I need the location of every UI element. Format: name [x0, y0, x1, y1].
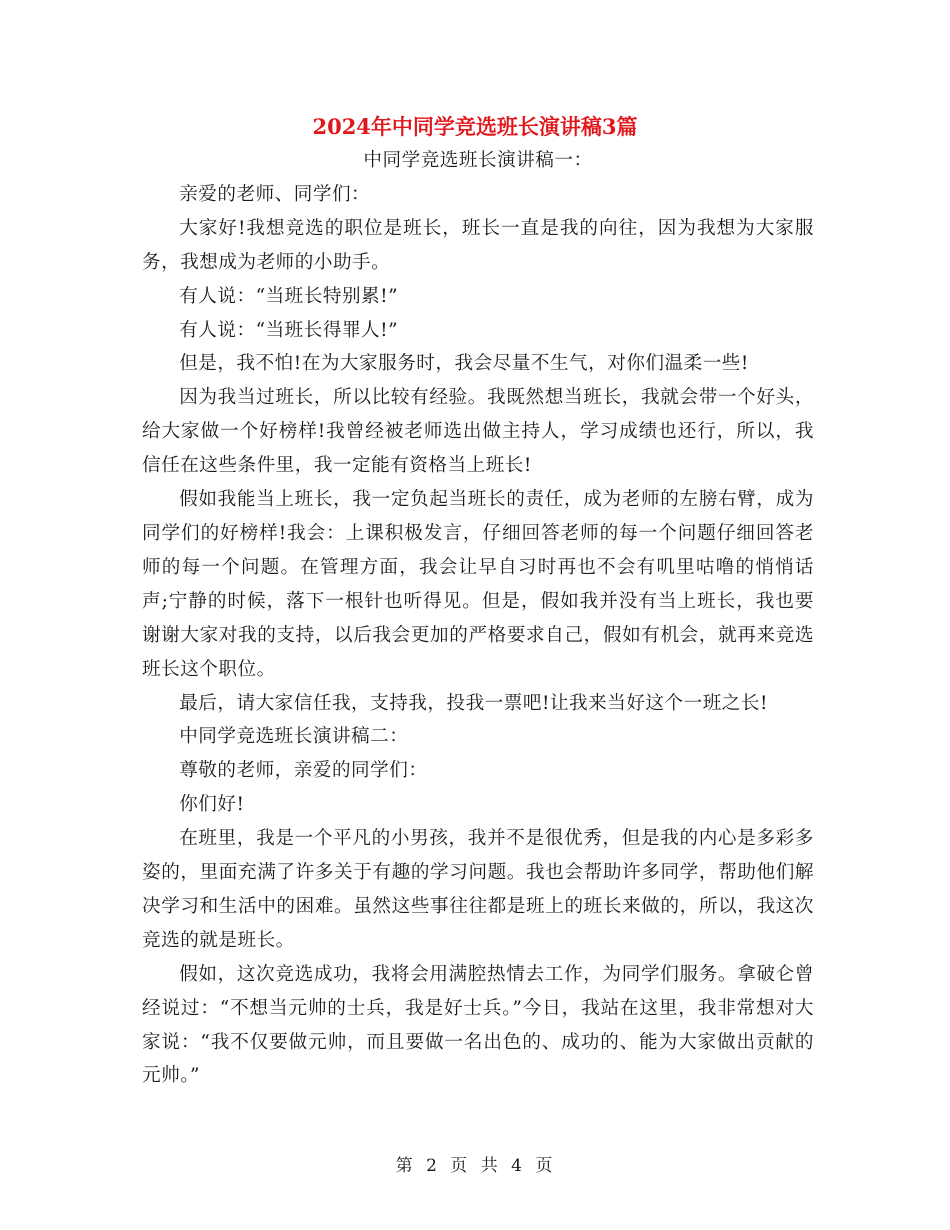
section-heading-2: 中同学竞选班长演讲稿二：	[179, 726, 409, 748]
paragraph: 假如我能当上班长，我一定负起当班长的责任，成为老师的左膀右臂，成为同学们的好榜样!我会：上课积极发言，仔细回答老师的每一个问题仔细回答老师的每一个问题。在管理方面，我会让早自习时再也不会有叽里咕噜的悄悄话声;宁静的时候，落下一根针也听得见。但是，假如我并没有当上班长，我也要谢谢大家对我的支持，以后我会更加的严格要求自己，假如有机会，就再来竞选班长这个职位。	[142, 489, 814, 680]
salutation-1: 亲爱的老师、同学们：	[179, 183, 371, 205]
paragraph: 大家好!我想竞选的职位是班长，班长一直是我的向往，因为我想为大家服务，我想成为老师的小助手。	[142, 217, 814, 273]
document-title: 2024年中同学竞选班长演讲稿3篇	[312, 114, 638, 139]
section-heading-1: 中同学竞选班长演讲稿一：	[363, 150, 593, 171]
paragraph: 有人说：“当班长特别累!”	[179, 285, 399, 307]
paragraph: 最后，请大家信任我，支持我，投我一票吧!让我来当好这个一班之长!	[179, 692, 768, 714]
document-body	[142, 144, 814, 1093]
paragraph: 有人说：“当班长得罪人!”	[179, 319, 399, 341]
paragraph: 在班里，我是一个平凡的小男孩，我并不是很优秀，但是我的内心是多彩多姿的，里面充满了许多关于有趣的学习问题。我也会帮助许多同学，帮助他们解决学习和生活中的困难。虽然这些事往往都是班上的班长来做的，所以，我这次竞选的就是班长。	[142, 828, 814, 951]
paragraph: 但是，我不怕!在为大家服务时，我会尽量不生气，对你们温柔一些!	[179, 353, 749, 375]
paragraph: 因为我当过班长，所以比较有经验。我既然想当班长，我就会带一个好头，给大家做一个好榜样!我曾经被老师选出做主持人，学习成绩也还行，所以，我信任在这些条件里，我一定能有资格当上班长!	[142, 387, 814, 477]
greeting: 你们好!	[179, 794, 245, 816]
paragraph: 假如，这次竞选成功，我将会用满腔热情去工作，为同学们服务。拿破仑曾经说过：“不想当元帅的士兵，我是好士兵。”今日，我站在这里，我非常想对大家说：“我不仅要做元帅，而且要做一名出色的、成功的、能为大家做出贡献的元帅。”	[142, 963, 814, 1087]
page-footer: 第 2 页 共 4 页	[395, 1156, 555, 1176]
salutation-2: 尊敬的老师，亲爱的同学们：	[179, 760, 428, 782]
